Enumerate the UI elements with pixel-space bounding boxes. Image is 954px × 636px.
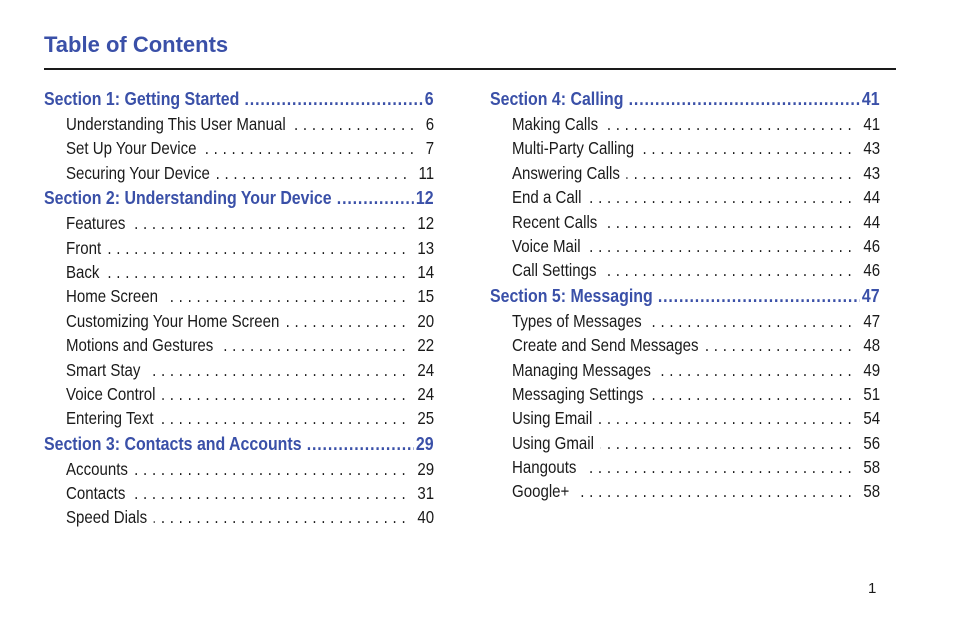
- entry-page-number: 44: [863, 211, 881, 232]
- toc-column-left: [44, 88, 434, 532]
- entry-page-number: 47: [863, 310, 881, 331]
- toc-entry[interactable]: [66, 507, 434, 531]
- entry-page-number: 49: [863, 359, 881, 380]
- entry-page-number: 44: [863, 187, 881, 208]
- dot-leader: [293, 114, 419, 135]
- dot-leader: [307, 433, 414, 455]
- dot-leader: [650, 384, 856, 405]
- entry-page-number: 43: [863, 138, 881, 159]
- entry-label: Smart Stay: [66, 359, 141, 380]
- dot-leader: [106, 262, 410, 283]
- page-title: Table of Contents: [44, 32, 229, 57]
- entry-page-number: 58: [863, 457, 881, 478]
- entry-label: Accounts: [66, 458, 128, 479]
- dot-leader: [601, 433, 857, 454]
- dot-leader: [649, 311, 857, 332]
- toc-entry[interactable]: [66, 408, 434, 432]
- entry-page-number: 48: [863, 335, 881, 356]
- section-title: Section 4: Calling: [490, 88, 624, 109]
- toc-entry[interactable]: [66, 262, 434, 286]
- entry-page-number: 40: [417, 507, 435, 528]
- toc-entry[interactable]: [512, 311, 880, 335]
- dot-leader: [599, 408, 856, 429]
- toc-entry[interactable]: [512, 212, 880, 236]
- entry-page-number: 15: [417, 286, 435, 307]
- section-title: Section 1: Getting Started: [44, 88, 240, 109]
- entry-label: Securing Your Device: [66, 162, 210, 183]
- section-page-number: 47: [861, 284, 880, 306]
- entry-page-number: 20: [417, 310, 435, 331]
- toc-section-heading[interactable]: [44, 187, 434, 213]
- dot-leader: [627, 163, 857, 184]
- dot-leader: [203, 138, 418, 159]
- toc-entry[interactable]: [512, 457, 880, 481]
- dot-leader: [165, 286, 411, 307]
- toc-entry[interactable]: [66, 384, 434, 408]
- dot-leader: [337, 187, 414, 209]
- entry-label: Set Up Your Device: [66, 138, 197, 159]
- entry-label: Call Settings: [512, 260, 597, 281]
- section-page-number: 12: [415, 187, 434, 209]
- entry-label: Motions and Gestures: [66, 335, 214, 356]
- dot-leader: [658, 360, 857, 381]
- section-page-number: 41: [861, 88, 880, 109]
- entry-label: Recent Calls: [512, 211, 598, 232]
- entry-label: Customizing Your Home Screen: [66, 310, 280, 331]
- toc-entry[interactable]: [512, 433, 880, 457]
- toc-entry[interactable]: [512, 481, 880, 505]
- entry-page-number: 11: [418, 162, 435, 183]
- dot-leader: [132, 213, 410, 234]
- entry-label: Voice Control: [66, 383, 156, 404]
- entry-page-number: 46: [863, 235, 881, 256]
- dot-leader: [154, 507, 410, 528]
- entry-page-number: 13: [417, 237, 435, 258]
- entry-page-number: 6: [425, 114, 435, 134]
- entry-page-number: 41: [863, 114, 881, 134]
- toc-entry[interactable]: [512, 408, 880, 432]
- toc-section-heading[interactable]: [44, 88, 434, 114]
- entry-page-number: 58: [863, 481, 881, 502]
- section-title: Section 5: Messaging: [490, 284, 653, 306]
- entry-label: Making Calls: [512, 114, 599, 134]
- dot-leader: [217, 163, 412, 184]
- entry-page-number: 24: [417, 383, 435, 404]
- dot-leader: [245, 88, 423, 110]
- entry-page-number: 29: [417, 458, 435, 479]
- entry-page-number: 54: [863, 408, 881, 429]
- entry-label: Home Screen: [66, 286, 159, 307]
- entry-label: Create and Send Messages: [512, 335, 699, 356]
- entry-page-number: 7: [425, 138, 435, 159]
- dot-leader: [162, 384, 410, 405]
- dot-leader: [160, 408, 410, 429]
- toc-section-heading[interactable]: [490, 285, 880, 311]
- section-title: Section 2: Understanding Your Device: [44, 187, 332, 209]
- entry-page-number: 24: [417, 359, 435, 380]
- entry-label: Back: [66, 261, 100, 282]
- page-number: 1: [868, 580, 877, 597]
- entry-page-number: 51: [863, 383, 881, 404]
- toc-column-right: [490, 88, 880, 506]
- dot-leader: [108, 238, 410, 259]
- toc-section-heading[interactable]: [44, 433, 434, 459]
- dot-leader: [286, 311, 410, 332]
- toc-entry[interactable]: [512, 236, 880, 260]
- toc-section-heading[interactable]: [490, 88, 880, 114]
- entry-page-number: 25: [417, 408, 435, 429]
- dot-leader: [576, 481, 856, 502]
- title-divider: [44, 68, 896, 70]
- toc-entry[interactable]: [66, 213, 434, 237]
- dot-leader: [641, 138, 856, 159]
- entry-page-number: 43: [863, 162, 881, 183]
- toc-entry[interactable]: [66, 286, 434, 310]
- entry-label: Managing Messages: [512, 359, 651, 380]
- entry-label: Using Gmail: [512, 432, 594, 453]
- toc-entry[interactable]: [66, 114, 434, 138]
- toc-entry[interactable]: [512, 163, 880, 187]
- toc-entry[interactable]: [512, 360, 880, 384]
- entry-label: Using Email: [512, 408, 593, 429]
- entry-label: End a Call: [512, 187, 582, 208]
- entry-label: Features: [66, 213, 126, 234]
- entry-page-number: 14: [417, 261, 435, 282]
- toc-entry[interactable]: [66, 459, 434, 483]
- entry-label: Answering Calls: [512, 162, 620, 183]
- toc-entry[interactable]: [66, 238, 434, 262]
- entry-label: Google+: [512, 481, 570, 502]
- toc-entry[interactable]: [66, 335, 434, 359]
- toc-entry[interactable]: [66, 311, 434, 335]
- toc-entry[interactable]: [512, 187, 880, 211]
- entry-label: Contacts: [66, 483, 126, 504]
- entry-label: Speed Dials: [66, 507, 148, 528]
- entry-page-number: 56: [863, 432, 881, 453]
- toc-entry[interactable]: [66, 163, 434, 187]
- toc-entry[interactable]: [512, 114, 880, 138]
- entry-label: Understanding This User Manual: [66, 114, 286, 134]
- dot-leader: [605, 114, 856, 135]
- dot-leader: [604, 212, 856, 233]
- entry-label: Voice Mail: [512, 235, 581, 256]
- dot-leader: [705, 335, 856, 356]
- entry-page-number: 46: [863, 260, 881, 281]
- entry-label: Hangouts: [512, 457, 577, 478]
- dot-leader: [135, 459, 411, 480]
- dot-leader: [587, 236, 856, 257]
- entry-page-number: 31: [417, 483, 435, 504]
- dot-leader: [658, 285, 860, 307]
- dot-leader: [588, 187, 856, 208]
- section-page-number: 29: [415, 432, 434, 454]
- toc-entry[interactable]: [512, 138, 880, 162]
- dot-leader: [147, 360, 410, 381]
- dot-leader: [629, 88, 861, 110]
- toc-entry[interactable]: [66, 483, 434, 507]
- entry-label: Multi-Party Calling: [512, 138, 635, 159]
- section-page-number: 6: [424, 88, 434, 109]
- dot-leader: [220, 335, 410, 356]
- toc-entry[interactable]: [66, 138, 434, 162]
- dot-leader: [132, 483, 410, 504]
- entry-label: Front: [66, 237, 102, 258]
- entry-page-number: 22: [417, 335, 435, 356]
- entry-page-number: 12: [417, 213, 435, 234]
- entry-label: Messaging Settings: [512, 383, 644, 404]
- toc-entry[interactable]: [512, 260, 880, 284]
- toc-entry[interactable]: [66, 360, 434, 384]
- toc-entry[interactable]: [512, 384, 880, 408]
- entry-label: Types of Messages: [512, 310, 642, 331]
- dot-leader: [603, 260, 856, 281]
- entry-label: Entering Text: [66, 408, 154, 429]
- section-title: Section 3: Contacts and Accounts: [44, 432, 302, 454]
- toc-entry[interactable]: [512, 335, 880, 359]
- dot-leader: [583, 457, 856, 478]
